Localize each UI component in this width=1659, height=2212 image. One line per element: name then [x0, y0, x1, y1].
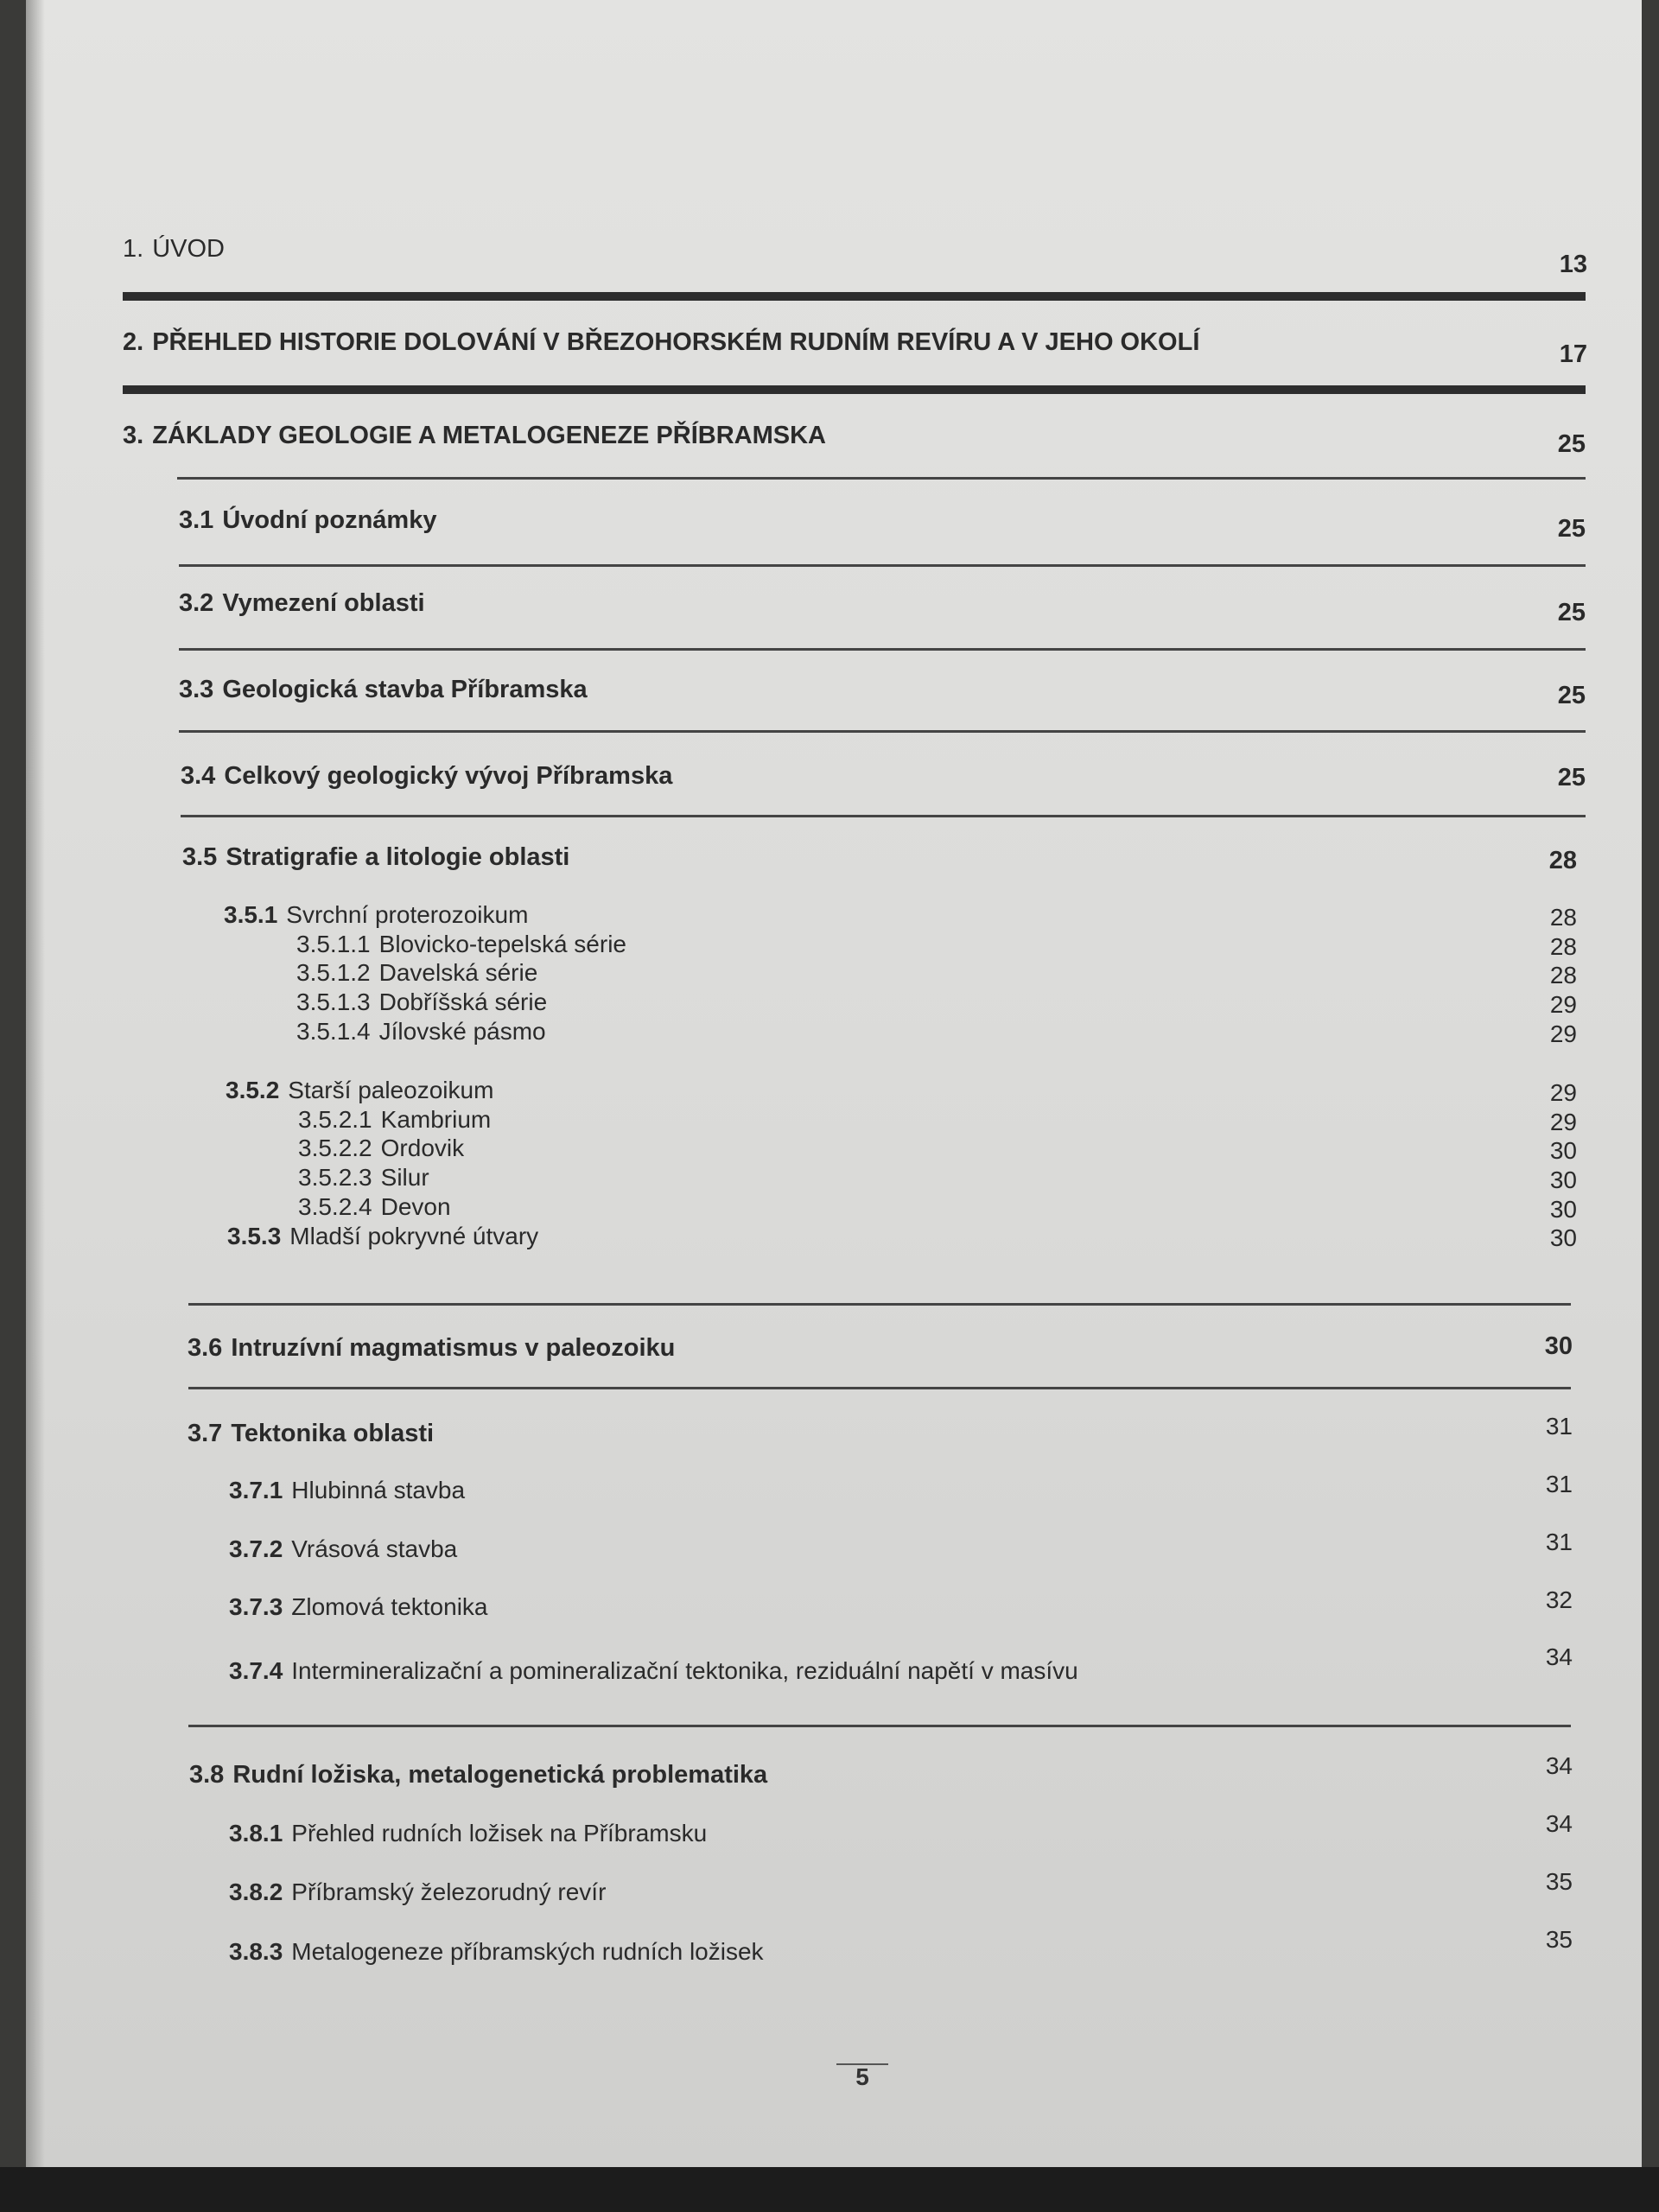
- toc-entry-3-7-2: [229, 1535, 457, 1563]
- entry-title: Blovicko-tepelská série: [378, 931, 626, 957]
- toc-entry-3-5-1-1: [296, 931, 626, 958]
- entry-page: 34: [1545, 1810, 1573, 1837]
- divider: [123, 292, 1586, 301]
- entry-page: 13: [1559, 251, 1587, 278]
- entry-page: 25: [1557, 764, 1586, 791]
- entry-title: Metalogeneze příbramských rudních ložisek: [291, 1938, 764, 1965]
- divider: [177, 477, 1586, 480]
- entry-number: 3.5: [182, 843, 218, 871]
- entry-page: 34: [1545, 1643, 1573, 1670]
- entry-title: Mladší pokryvné útvary: [289, 1223, 539, 1249]
- entry-title: Vymezení oblasti: [222, 589, 425, 617]
- entry-title: PŘEHLED HISTORIE DOLOVÁNÍ V BŘEZOHORSKÉM RUDNÍM REVÍRU A V JEHO OKOLÍ: [152, 328, 1200, 356]
- entry-page: 32: [1545, 1586, 1573, 1613]
- entry-title: Davelská série: [378, 959, 538, 986]
- entry-page: 25: [1557, 515, 1586, 543]
- entry-title: Zlomová tektonika: [291, 1593, 488, 1620]
- toc-entry-3-7-3: [229, 1593, 488, 1621]
- entry-number: 3.5.3: [227, 1223, 282, 1249]
- toc-entry-3-2: [179, 589, 425, 618]
- toc-entry-3-5-2-3: [298, 1164, 429, 1192]
- entry-title: Úvodní poznámky: [222, 506, 437, 534]
- entry-title: ÚVOD: [152, 235, 225, 263]
- entry-title: Svrchní proterozoikum: [286, 901, 529, 928]
- entry-number: 3.7: [188, 1420, 223, 1447]
- entry-page: 30: [1544, 1332, 1573, 1360]
- entry-page: 28: [1549, 933, 1577, 960]
- entry-number: 3.5.2.1: [298, 1106, 372, 1133]
- entry-page: 35: [1545, 1926, 1573, 1953]
- entry-number: 3.8.2: [229, 1878, 283, 1905]
- entry-title: Dobříšská série: [378, 988, 548, 1015]
- entry-page: 28: [1549, 904, 1577, 931]
- entry-page: 31: [1545, 1413, 1573, 1440]
- entry-title: Intermineralizační a pomineralizační tektonika, reziduální napětí v masívu: [291, 1657, 1078, 1684]
- divider: [179, 648, 1586, 651]
- toc-entry-3-5-2: [226, 1077, 493, 1104]
- entry-page: 31: [1545, 1529, 1573, 1555]
- entry-number: 3.2: [179, 589, 214, 617]
- entry-page: 35: [1545, 1868, 1573, 1895]
- divider: [179, 730, 1586, 733]
- toc-entry-3-4: [181, 762, 672, 791]
- entry-page: 17: [1559, 340, 1587, 368]
- toc-entry-2: [123, 328, 1199, 357]
- entry-number: 3.8.1: [229, 1820, 283, 1847]
- entry-number: 3.5.2: [226, 1077, 280, 1103]
- entry-title: Tektonika oblasti: [231, 1420, 435, 1447]
- entry-title: Vrásová stavba: [291, 1535, 458, 1562]
- entry-title: Příbramský železorudný revír: [291, 1878, 607, 1905]
- entry-page: 25: [1557, 682, 1586, 709]
- entry-title: Přehled rudních ložisek na Příbramsku: [291, 1820, 708, 1847]
- page-number: 5: [855, 2063, 869, 2090]
- entry-page: 29: [1549, 991, 1577, 1018]
- toc-entry-3-6: [188, 1334, 675, 1363]
- divider: [188, 1303, 1571, 1306]
- divider: [181, 815, 1586, 817]
- entry-page: 28: [1548, 847, 1577, 874]
- entry-page: 25: [1557, 430, 1586, 458]
- entry-page: 28: [1549, 962, 1577, 988]
- divider: [188, 1725, 1571, 1727]
- entry-page: 30: [1549, 1166, 1577, 1193]
- toc-entry-3-5-2-4: [298, 1193, 451, 1221]
- toc-entry-3: [123, 422, 826, 450]
- entry-page: 30: [1549, 1137, 1577, 1164]
- entry-number: 3.5.2.3: [298, 1164, 372, 1191]
- entry-number: 3.5.2.2: [298, 1135, 372, 1161]
- entry-number: 3.5.2.4: [298, 1193, 372, 1220]
- entry-title: Kambrium: [380, 1106, 492, 1133]
- toc-entry-1: [123, 235, 225, 264]
- entry-number: 3.4: [181, 762, 216, 790]
- entry-title: ZÁKLADY GEOLOGIE A METALOGENEZE PŘÍBRAMSKA: [152, 422, 826, 449]
- entry-page: 29: [1549, 1079, 1577, 1106]
- background-edge: [0, 2167, 1659, 2212]
- entry-page: 25: [1557, 599, 1586, 626]
- toc-entry-3-5-1: [224, 901, 528, 929]
- toc-entry-3-7: [188, 1420, 434, 1448]
- entry-page: 29: [1549, 1109, 1577, 1135]
- entry-title: Jílovské pásmo: [378, 1018, 546, 1045]
- entry-number: 3.6: [188, 1334, 223, 1362]
- entry-title: Rudní ložiska, metalogenetická problematika: [232, 1761, 768, 1789]
- toc-entry-3-8-3: [229, 1938, 764, 1966]
- entry-number: 3.7.4: [229, 1657, 283, 1684]
- entry-page: 31: [1545, 1471, 1573, 1497]
- divider: [188, 1387, 1571, 1389]
- toc-entry-3-8-1: [229, 1820, 707, 1847]
- entry-title: Hlubinná stavba: [291, 1477, 466, 1503]
- toc-entry-3-5: [182, 843, 569, 872]
- entry-title: Geologická stavba Příbramska: [222, 676, 588, 703]
- entry-number: 3.5.1.3: [296, 988, 371, 1015]
- toc-entry-3-3: [179, 676, 588, 704]
- toc-entry-3-5-1-2: [296, 959, 537, 987]
- entry-number: 3.5.1.1: [296, 931, 371, 957]
- entry-page: 30: [1549, 1224, 1577, 1251]
- toc-entry-3-7-1: [229, 1477, 465, 1504]
- toc-entry-3-1: [179, 506, 436, 535]
- entry-number: 3.8: [189, 1761, 225, 1789]
- entry-title: Devon: [380, 1193, 451, 1220]
- entry-number: 3.7.3: [229, 1593, 283, 1620]
- entry-page: 30: [1549, 1196, 1577, 1223]
- toc-entry-3-5-2-2: [298, 1135, 464, 1162]
- entry-number: 3.3: [179, 676, 214, 703]
- entry-title: Stratigrafie a litologie oblasti: [226, 843, 570, 871]
- entry-number: 3.5.1.2: [296, 959, 371, 986]
- entry-number: 3.1: [179, 506, 214, 534]
- entry-title: Starší paleozoikum: [288, 1077, 494, 1103]
- entry-page: 29: [1549, 1020, 1577, 1047]
- toc-entry-3-7-4: [229, 1657, 1078, 1685]
- entry-number: 2.: [123, 328, 144, 356]
- entry-number: 1.: [123, 235, 144, 263]
- entry-title: Ordovik: [380, 1135, 465, 1161]
- divider: [123, 385, 1586, 394]
- entry-number: 3.7.1: [229, 1477, 283, 1503]
- entry-number: 3.7.2: [229, 1535, 283, 1562]
- entry-number: 3.: [123, 422, 144, 449]
- toc-entry-3-5-2-1: [298, 1106, 491, 1134]
- toc-entry-3-8-2: [229, 1878, 606, 1906]
- entry-number: 3.5.1.4: [296, 1018, 371, 1045]
- entry-number: 3.5.1: [224, 901, 278, 928]
- entry-title: Celkový geologický vývoj Příbramska: [224, 762, 673, 790]
- entry-page: 34: [1545, 1752, 1573, 1779]
- toc-entry-3-5-3: [227, 1223, 538, 1250]
- toc-entry-3-5-1-3: [296, 988, 547, 1016]
- toc-entry-3-8: [189, 1761, 767, 1789]
- toc-entry-3-5-1-4: [296, 1018, 546, 1046]
- entry-title: Silur: [380, 1164, 429, 1191]
- entry-number: 3.8.3: [229, 1938, 283, 1965]
- entry-title: Intruzívní magmatismus v paleozoiku: [231, 1334, 676, 1362]
- divider: [179, 564, 1586, 567]
